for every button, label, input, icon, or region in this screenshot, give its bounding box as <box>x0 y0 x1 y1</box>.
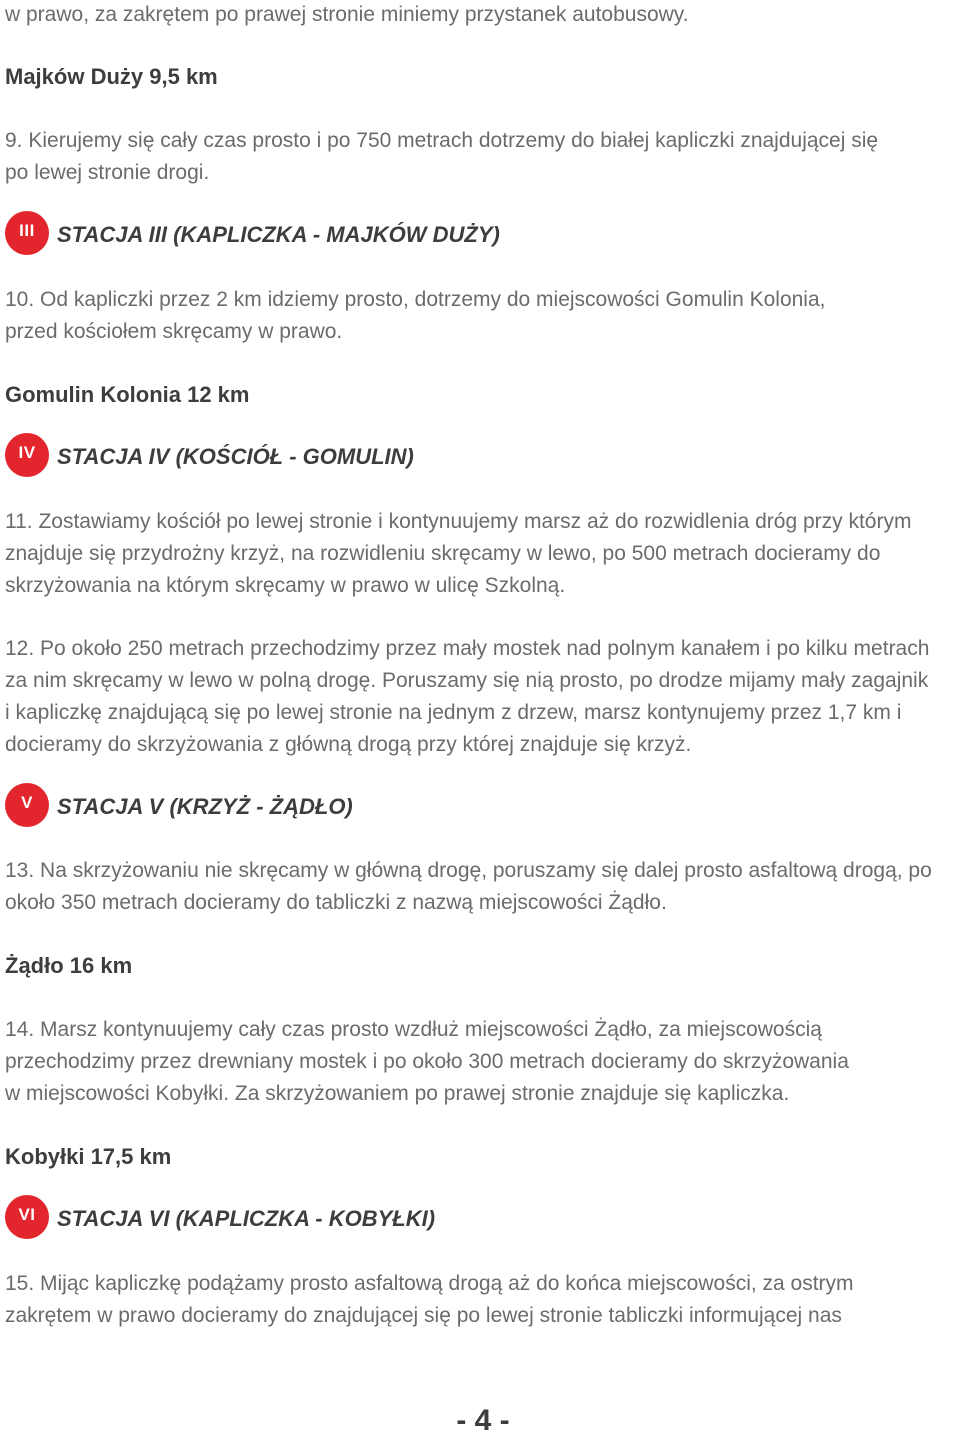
step-13-paragraph <box>5 855 960 919</box>
station-title: STACJA IV (KOŚCIÓŁ - GOMULIN) <box>57 444 414 469</box>
station-number-badge: III <box>5 211 49 255</box>
waypoint-gomulin-kolonia: Gomulin Kolonia 12 km <box>5 382 250 407</box>
paragraph-line: w miejscowości Kobyłki. Za skrzyżowaniem po prawej stronie znajduje się kapliczka. <box>5 1082 790 1105</box>
station-5-heading <box>5 791 960 823</box>
paragraph-line: 13. Na skrzyżowaniu nie skręcamy w główną drogę, poruszamy się dalej prosto asfaltową drogą, po <box>5 859 932 882</box>
step-12-paragraph <box>5 633 960 761</box>
paragraph-line: zakrętem w prawo docieramy do znajdującej się po lewej stronie tabliczki informującej nas <box>5 1304 842 1327</box>
waypoint-zadlo: Żądło 16 km <box>5 953 133 978</box>
step-15-paragraph <box>5 1268 960 1332</box>
station-number-badge: VI <box>5 1195 49 1239</box>
step-11-paragraph <box>5 506 960 602</box>
paragraph-line: docieramy do skrzyżowania z główną drogą przy której znajduje się krzyż. <box>5 733 692 756</box>
paragraph-line: w prawo, za zakrętem po prawej stronie miniemy przystanek autobusowy. <box>5 3 689 26</box>
step-9-paragraph <box>5 125 960 189</box>
intro-paragraph <box>5 0 960 31</box>
station-4-heading <box>5 441 960 473</box>
paragraph-line: skrzyżowania na którym skręcamy w prawo w ulicę Szkolną. <box>5 574 566 597</box>
step-14-paragraph <box>5 1014 960 1110</box>
station-3-heading <box>5 219 960 251</box>
paragraph-line: przed kościołem skręcamy w prawo. <box>5 320 343 343</box>
station-number-badge: IV <box>5 433 49 477</box>
paragraph-line: 15. Mijąc kapliczkę podążamy prosto asfaltową drogą aż do końca miejscowości, za ostrym <box>5 1272 854 1295</box>
paragraph-line: około 350 metrach docieramy do tabliczki z nazwą miejscowości Żądło. <box>5 891 667 914</box>
station-number-badge: V <box>5 783 49 827</box>
step-10-paragraph <box>5 284 960 348</box>
paragraph-line: 14. Marsz kontynuujemy cały czas prosto wzdłuż miejscowości Żądło, za miejscowością <box>5 1018 822 1041</box>
waypoint-majkow-duzy: Majków Duży 9,5 km <box>5 64 218 89</box>
paragraph-line: 12. Po około 250 metrach przechodzimy przez mały mostek nad polnym kanałem i po kilku metrach <box>5 637 930 660</box>
paragraph-line: po lewej stronie drogi. <box>5 161 210 184</box>
paragraph-line: znajduje się przydrożny krzyż, na rozwidleniu skręcamy w lewo, po 500 metrach docieramy do <box>5 542 881 565</box>
station-title: STACJA III (KAPLICZKA - MAJKÓW DUŻY) <box>57 222 500 247</box>
paragraph-line: 9. Kierujemy się cały czas prosto i po 750 metrach dotrzemy do białej kapliczki znajdującej się <box>5 129 879 152</box>
station-title: STACJA VI (KAPLICZKA - KOBYŁKI) <box>57 1206 436 1231</box>
station-6-heading <box>5 1203 960 1235</box>
waypoint-kobylki: Kobyłki 17,5 km <box>5 1144 172 1169</box>
station-title: STACJA V (KRZYŻ - ŻĄDŁO) <box>57 794 353 819</box>
page-number: - 4 - <box>456 1404 510 1437</box>
paragraph-line: 11. Zostawiamy kościół po lewej stronie i kontynuujemy marsz aż do rozwidlenia dróg przy którym <box>5 510 912 533</box>
paragraph-line: i kapliczkę znajdującą się po lewej stronie na jednym z drzew, marsz kontynujemy przez 1,7 km i <box>5 701 902 724</box>
paragraph-line: przechodzimy przez drewniany mostek i po około 300 metrach docieramy do skrzyżowania <box>5 1050 849 1073</box>
paragraph-line: za nim skręcamy w lewo w polną drogę. Poruszamy się nią prosto, po drodze mijamy mały zagajnik <box>5 669 929 692</box>
paragraph-line: 10. Od kapliczki przez 2 km idziemy prosto, dotrzemy do miejscowości Gomulin Kolonia, <box>5 288 826 311</box>
